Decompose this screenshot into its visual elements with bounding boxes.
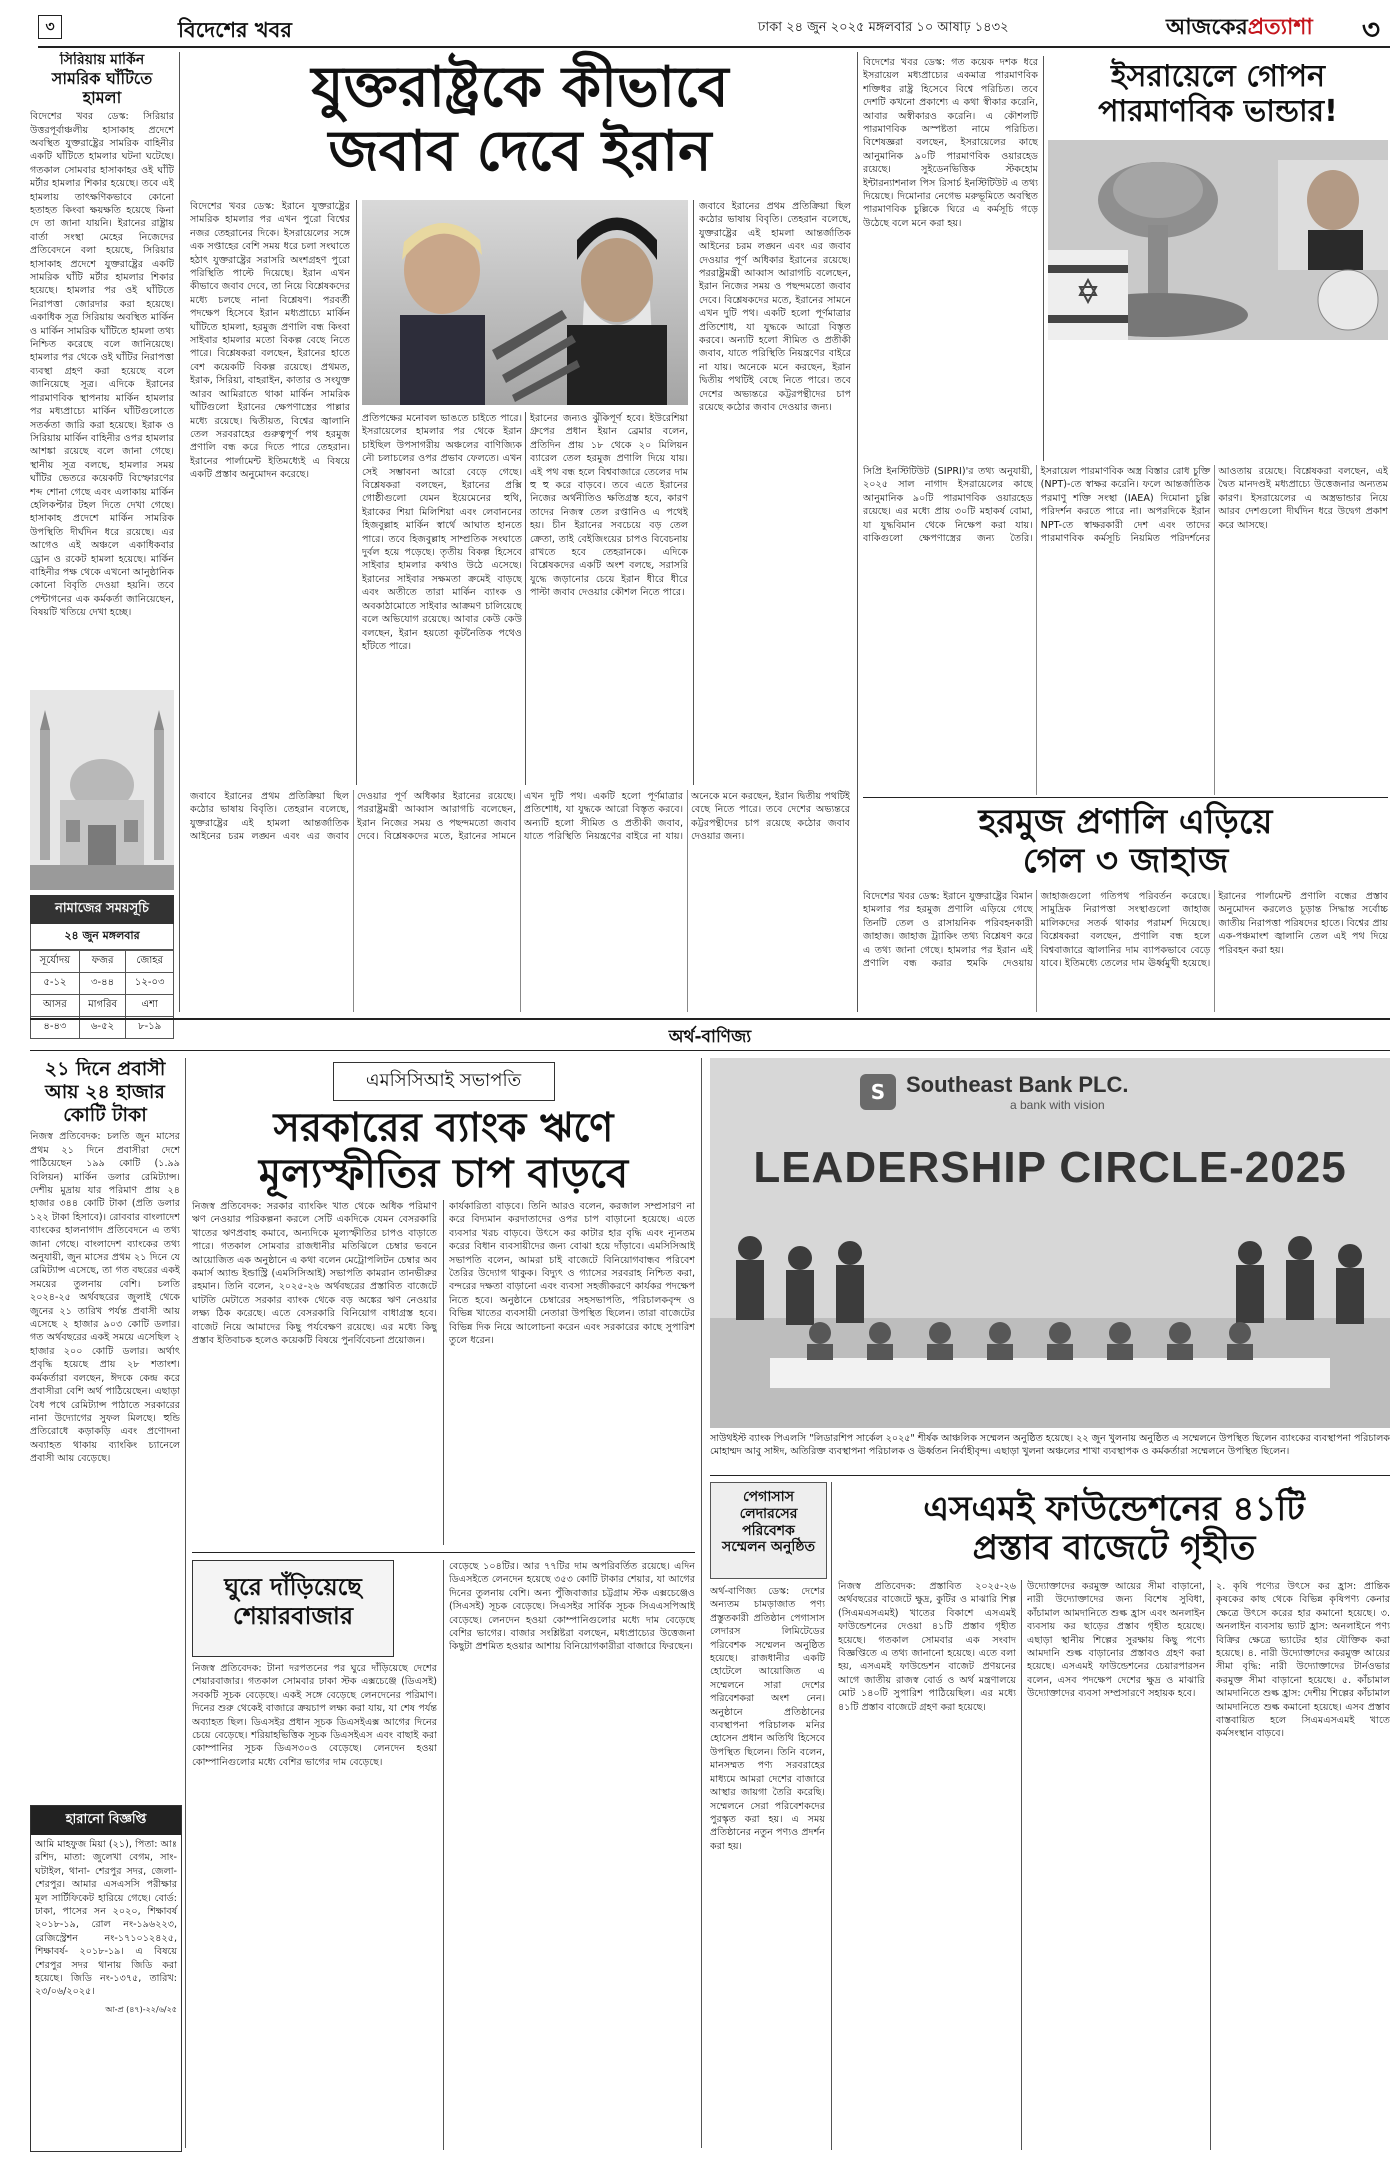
remittance-headline-1: ২১ দিনে প্রবাসী (44, 1058, 166, 1080)
southeast-banner: LEADERSHIP CIRCLE-2025 (753, 1143, 1347, 1192)
israel-headline (1048, 60, 1388, 129)
southeast-bottom-rule (710, 1475, 1390, 1476)
prayer-row (31, 973, 174, 995)
southeast-logo (860, 1072, 1340, 1116)
israel-photo (1048, 140, 1388, 340)
israel-bottom-body: সিপ্রি ইনস্টিটিউট (SIPRI)'র তথ্য অনুযায়ী, ২০২৫ সাল নাগাদ ইসরায়েলের কাছে আনুমানিক ৯০টি পারমাণবিক ওয়ারহেড রয়েছে। এর মধ্যে প্রায় ৩০টি মহাকর্ষ বোমা, যা যুদ্ধবিমান থেকে নিক্ষেপ করা যায়। বাকিগুলো ক্ষেপণাস্ত্রের জন্য তৈরি। ইসরায়েল পারমাণবিক অস্ত্র বিস্তার রোধ চুক্তি (NPT)-তে স্বাক্ষর করেনি। ফলে আন্তর্জাতিক পরমাণু শক্তি সংস্থা (IAEA) দিমোনা চুল্লি পরিদর্শন করতে পারে না। অপরদিকে ইরান NPT-তে স্বাক্ষরকারী দেশ এবং তাদের পারমাণবিক কর্মসূচি নিয়মিত পরিদর্শনের আওতায় রয়েছে। বিশ্লেষকরা বলছেন, এই দ্বৈত মানদণ্ডই মধ্যপ্রাচ্যে উত্তেজনার অন্যতম কারণ। ইসরায়েলের এ অস্ত্রভান্ডার নিয়ে আরব দেশগুলো দীর্ঘদিন ধরে উদ্বেগ প্রকাশ করে আসছে। (863, 466, 1388, 545)
divider-mcci (443, 1200, 444, 1545)
prayer-cell: আসর (31, 995, 80, 1017)
prayer-row (31, 951, 174, 973)
lost-notice-title: হারানো বিজ্ঞপ্তি (31, 1806, 181, 1835)
divider-syria (179, 52, 180, 1012)
share-market-col-1: নিজস্ব প্রতিবেদক: টানা দরপতনের পর ঘুরে দাঁড়িয়েছে দেশের শেয়ারবাজার। গতকাল সোমবার ঢাকা স্টক এক্সচেঞ্জে (ডিএসই) সবকটি সূচক বেড়েছে। একই সঙ্গে বেড়েছে লেনদেনের পরিমাণ। দিনের শুরু থেকেই বাজারে ক্রয়চাপ লক্ষ্য করা যায়, যা শেষ পর্যন্ত অব্যাহত ছিল। ডিএসইর প্রধান সূচক ডিএসইএক্স আগের দিনের চেয়ে বেড়েছে। শরিয়াহভিত্তিক সূচক ডিএসইএস এবং বাছাই করা কোম্পানির সূচক ডিএস৩০ও বেড়েছে। লেনদেন হওয়া কোম্পানিগুলোর মধ্যে বেশির ভাগের দাম বেড়েছে। (192, 1663, 437, 1768)
prayer-cell: ১২-০৩ (126, 973, 174, 995)
syria-body: বিদেশের খবর ডেস্ক: সিরিয়ার উত্তরপূর্বাঞ্চলীয় হাসাকাহ প্রদেশে অবস্থিত যুক্তরাষ্ট্রের সামরিক বাহিনীর একটি ঘাঁটিতে হামলার ঘটনা ঘটেছে। গতকাল সোমবার হাসাকাহর ওই ঘাঁটি মর্টার হামলার শিকার হয়েছে। তবে এই হামলায় তাৎক্ষণিকভাবে কোনো হতাহত কিংবা ক্ষয়ক্ষতি হয়েছে কিনা দে তা জানা যায়নি। ইরানের রাষ্ট্রায় বার্তা সংস্থা মেহের নিজেদের প্রতিবেদনে বলা হয়েছে, সিরিয়ার হাসাকাহ প্রদেশে যুক্তরাষ্ট্রের একটি সামরিক ঘাঁটি মর্টার হামলার শিকার হয়েছে। হামলার পর ওই ঘাঁটিতে নিরাপত্তা জোরদার করা হয়েছে। একাধিক সূত্র সিরিয়ায় অবস্থিত মার্কিন ও মার্কিন সামরিক ঘাঁটিতে হামলা তথ্য নিশ্চিত করেছে বলে জানিয়েছে। হামলার পর থেকে ওই ঘাঁটির নিরাপত্তা ব্যবস্থা গ্রহণ করা হয়েছে বলে জানিয়েছে সূত্র। এদিকে ইরানের পারমাণবিক স্থাপনায় মার্কিন হামলার পর মধ্যপ্রাচ্যে মার্কিন ঘাঁটিগুলোতে সতর্কতা জারি করা হয়েছে। ইরাক ও সিরিয়ায় মার্কিন বাহিনীর ওপর হামলার আশঙ্কা রয়েছে বলে জানা গেছে। স্থানীয় সূত্র বলছে, হামলার সময় ঘাঁটির ভেতরে কয়েকটি বিস্ফোরণের শব্দ শোনা গেছে এবং এলাকায় মার্কিন হেলিকপ্টার টহল দিতে দেখা গেছে। হাসাকাহ প্রদেশে মার্কিন সামরিক উপস্থিতি দীর্ঘদিন ধরে রয়েছে। এর আগেও এই অঞ্চলে একাধিকবার ড্রোন ও রকেট হামলা হয়েছে। মার্কিন বাহিনীর পক্ষ থেকে এখনো আনুষ্ঠানিক কোনো বিবৃতি দেওয়া হয়নি। তবে পেন্টাগনের এক কর্মকর্তা জানিয়েছেন, বিষয়টি খতিয়ে দেখা হচ্ছে। (30, 111, 174, 619)
mcci-headline-1: সরকারের ব্যাংক ঋণে (273, 1105, 614, 1151)
southeast-caption: সাউথইস্ট ব্যাংক পিএলসি "লিডারশিপ সার্কেল ২০২৫" শীর্ষক আঞ্চলিক সম্মেলন অনুষ্ঠিত হয়েছে। ২২ জুন খুলনায় অনুষ্ঠিত এ সম্মেলনে উপস্থিত ছিলেন ব্যাংকের ব্যবস্থাপনা পরিচালক মোহাম্মদ আবু সাঈদ, অতিরিক্ত ব্যবস্থাপনা পরিচালক ও ঊর্ধ্বতন নির্বাহীবৃন্দ। এছাড়া খুলনা অঞ্চলের শাখা ব্যবস্থাপক ও কর্মকর্তারা সম্মেলনে উপস্থিত ছিলেন। (710, 1433, 1390, 1457)
israel-photo-illustration (1048, 140, 1388, 340)
mosque-illustration (30, 690, 174, 890)
smef-col-3: ২. কৃষি পণ্যের উৎসে কর হ্রাস: প্রান্তিক কৃষকের কাছ থেকে বিভিন্ন কৃষিপণ্য কেনার ক্ষেত্রে উৎসে করের হার কমানো হয়েছে। ৩. অনলাইন ব্যবসায় ভ্যাট হ্রাস: অনলাইনে পণ্য বিক্রির ক্ষেত্রে ভ্যাটের হার যৌক্তিক করা হয়েছে। ৪. নারী উদ্যোক্তাদের করমুক্ত আয়ের সীমা বৃদ্ধি: নারী উদ্যোক্তাদের টার্নওভার করমুক্ত সীমা বাড়ানো হয়েছে। ৫. কাঁচামাল আমদানিতে শুল্ক হ্রাস: দেশীয় শিল্পের কাঁচামাল আমদানিতে শুল্ক কমানো হয়েছে। এসব প্রস্তাব বাস্তবায়িত হলে সিএমএসএমই খাতে কর্মসংস্থান বাড়বে। (1216, 1581, 1390, 1740)
mosque-image (30, 690, 174, 890)
business-bar-top (30, 1018, 1390, 1020)
israel-headline-2: পারমাণবিক ভান্ডার! (1098, 93, 1338, 129)
syria-headline-2: সামরিক ঘাঁটিতে হামলা (51, 68, 153, 107)
smef-headline-2: প্রস্তাব বাজেটে গৃহীত (972, 1528, 1256, 1569)
divider-iran-1 (356, 200, 357, 785)
prayer-cell: মাগরিব (79, 995, 126, 1017)
prayer-cell: ফজর (79, 951, 126, 973)
prayer-cell: ৪-৪৩ (31, 1017, 80, 1039)
business-section-label: অর্থ-বাণিজ্য (668, 1027, 752, 1047)
prayer-cell: ৮-১৯ (126, 1017, 174, 1039)
southeast-tagline: a bank with vision (1010, 1098, 1105, 1112)
mcci-article (192, 1062, 695, 1197)
pegasus-headline-1: পেগাসাস (743, 1489, 794, 1505)
iran-col-4: জবাবে ইরানের প্রথম প্রতিক্রিয়া ছিল কঠোর ভাষায় বিবৃতি। তেহরান বলেছে, যুক্তরাষ্ট্রের এই হামলা আন্তর্জাতিক আইনের চরম লঙ্ঘন এবং এর জবাব দেওয়ার পূর্ণ অধিকার ইরানের রয়েছে। পররাষ্ট্রমন্ত্রী আব্বাস আরাগচি বলেছেন, ইরান নিজের সময় ও পছন্দমতো জবাব দেবে। বিশ্লেষকদের মতে, ইরানের সামনে এখন দুটি পথ। একটি হলো পূর্ণমাত্রার প্রতিশোধ, যা যুদ্ধকে আরো বিস্তৃত করবে। অন্যটি হলো সীমিত ও প্রতীকী জবাব, যাতে পরিস্থিতি নিয়ন্ত্রণের বাইরে না যায়। অনেকে মনে করছেন, ইরান দ্বিতীয় পথটিই বেছে নিতে পারে। তবে দেশের অভ্যন্তরে কট্টরপন্থীদের চাপ রয়েছে কঠোর জবাব দেওয়ার জন্য। (699, 201, 851, 414)
southeast-logo-mark: S (860, 1074, 896, 1110)
page-number: ৩ (1361, 13, 1381, 46)
prayer-cell: ৫-১২ (31, 973, 80, 995)
page-left-marker: ৩ (38, 15, 62, 39)
divider-smef-1 (1021, 1580, 1022, 2150)
paper-logo (1166, 10, 1313, 47)
pegasus-headline-box (710, 1482, 827, 1579)
iran-headline (190, 56, 850, 185)
divider-iran-right (857, 52, 858, 1012)
pegasus-body: অর্থ-বাণিজ্য ডেস্ক: দেশের অন্যতম চামড়াজাত পণ্য প্রস্তুতকারী প্রতিষ্ঠান পেগাসাস লেদারস লিমিটেডের পরিবেশক সম্মেলন অনুষ্ঠিত হয়েছে। রাজধানীর একটি হোটেলে আয়োজিত এ সম্মেলনে সারা দেশের পরিবেশকরা অংশ নেন। অনুষ্ঠানে প্রতিষ্ঠানের ব্যবস্থাপনা পরিচালক মনির হোসেন প্রধান অতিথি হিসেবে উপস্থিত ছিলেন। তিনি বলেন, মানসম্মত পণ্য সরবরাহের মাধ্যমে আমরা দেশের বাজারে আস্থার জায়গা তৈরি করেছি। সম্মেলনে সেরা পরিবেশকদের পুরস্কৃত করা হয়। এ সময় প্রতিষ্ঠানের নতুন পণ্যও প্রদর্শন করা হয়। (710, 1586, 825, 1852)
lost-notice-footer: আ-প্র (৪৭)-২২/৬/২৫ (105, 2004, 177, 2014)
mcci-headline-2: মূল্যস্ফীতির চাপ বাড়বে (258, 1151, 629, 1197)
smef-headline (838, 1490, 1390, 1568)
business-bar-bottom (30, 1050, 1390, 1051)
pegasus-headline-3: পরিবেশক (742, 1522, 795, 1539)
prayer-row (31, 995, 174, 1017)
masthead (38, 10, 1390, 44)
prayer-cell: জোহর (126, 951, 174, 973)
prayer-date: ২৪ জুন মঙ্গলবার (30, 924, 174, 950)
divider-iran-3 (693, 200, 694, 785)
divider-iran-2 (525, 412, 526, 785)
iran-col-2: প্রতিপক্ষের মনোবল ভাঙতে চাইতে পারে। ইসরায়েলের হামলার পর থেকে ইরান চাইছিল উপসাগরীয় অঞ্চলের বাণিজ্যিক নৌ চলাচলের ওপর প্রভাব ফেলতে। এখন সেই সম্ভাবনা আরো বেড়ে গেছে। বিশ্লেষকরা বলছেন, ইরানের প্রক্সি গোষ্ঠীগুলো যেমন ইয়েমেনের হুথি, ইরাকের শিয়া মিলিশিয়া এবং লেবাননের হিজবুল্লাহ মার্কিন স্বার্থে আঘাত হানতে পারে। তবে হিজবুল্লাহ সাম্প্রতিক সংঘাতে দুর্বল হয়ে পড়েছে। তৃতীয় বিকল্প হিসেবে সাইবার হামলার কথাও উঠে এসেছে। ইরানের সাইবার সক্ষমতা ক্রমেই বাড়ছে এবং অতীতে তারা মার্কিন ব্যাংক ও অবকাঠামোতে সাইবার আক্রমণ চালিয়েছে বলে অভিযোগ রয়েছে। আবার কেউ কেউ বলছেন, ইরান হয়তো কূটনৈতিক পথেও হাঁটতে পারে। (362, 413, 522, 652)
smef-headline-1: এসএমই ফাউন্ডেশনের ৪১টি (923, 1489, 1305, 1529)
divider-mcci-right (701, 1058, 702, 2148)
divider-smef-2 (1210, 1580, 1211, 2150)
divider-share (443, 1560, 444, 2150)
syria-headline-1: সিরিয়ায় মার্কিন (59, 52, 145, 68)
divider-israel (1043, 56, 1044, 461)
iran-headline-2: জবাব দেবে ইরান (328, 119, 712, 185)
prayer-cell: ৩-৪৪ (79, 973, 126, 995)
remittance-article (30, 1058, 180, 1798)
share-market-headline-1: ঘুরে দাঁড়িয়েছে (224, 1573, 362, 1601)
israel-headline-1: ইসরায়েলে গোপন (1110, 59, 1325, 94)
southeast-photo (710, 1058, 1390, 1428)
smef-col-2: উদ্যোক্তাদের করমুক্ত আয়ের সীমা বাড়ানো, নারী উদ্যোক্তাদের জন্য বিশেষ সুবিধা, কাঁচামাল আমদানিতে শুল্ক হ্রাস এবং অনলাইন ব্যবসায় কর ছাড়ের প্রস্তাব গৃহীত হয়েছে। এছাড়া স্থানীয় শিল্পের সুরক্ষায় কিছু পণ্যে আমদানি শুল্ক বাড়ানোর প্রস্তাবও গ্রহণ করা হয়েছে। এসএমই ফাউন্ডেশনের চেয়ারপারসন বলেন, এসব পদক্ষেপ দেশের ক্ষুদ্র ও মাঝারি উদ্যোক্তাদের ব্যবসা সম্প্রসারণে সহায়ক হবে। (1027, 1581, 1205, 1700)
hormuz-body: বিদেশের খবর ডেস্ক: ইরানে যুক্তরাষ্ট্রের বিমান হামলার পর হরমুজ প্রণালি এড়িয়ে গেছে তিনটি তেল ও রাসায়নিক পরিবহনকারী জাহাজ। জাহাজ ট্র্যাকিং তথ্য বিশ্লেষণ করে এ তথ্য জানা গেছে। হামলার পর ইরান এই প্রণালি বন্ধ করার হুমকি দেওয়ায় জাহাজগুলো গতিপথ পরিবর্তন করেছে। সামুদ্রিক নিরাপত্তা সংস্থাগুলো জাহাজ মালিকদের সতর্ক থাকার পরামর্শ দিয়েছে। বিশ্লেষকরা বলছেন, প্রণালি বন্ধ হলে বিশ্ববাজারে জ্বালানির দাম ব্যাপকভাবে বেড়ে যাবে। ইতিমধ্যে তেলের দাম ঊর্ধ্বমুখী হয়েছে। ইরানের পার্লামেন্ট প্রণালি বন্ধের প্রস্তাব অনুমোদন করলেও চূড়ান্ত সিদ্ধান্ত সর্বোচ্চ জাতীয় নিরাপত্তা পরিষদের হাতে। বিশ্বের প্রায় এক-পঞ্চমাংশ জ্বালানি তেল এই পথ দিয়ে পরিবহন করা হয়। (863, 891, 1388, 970)
iran-col-1: বিদেশের খবর ডেস্ক: ইরানে যুক্তরাষ্ট্রের সামরিক হামলার পর এখন পুরো বিশ্বের নজর তেহরানের দিকে। ইসরায়েলের সঙ্গে এক সপ্তাহের বেশি সময় ধরে চলা সংঘাতে হঠাৎ যুক্তরাষ্ট্রের সরাসরি অংশগ্রহণ পুরো পরিস্থিতি পাল্টে দিয়েছে। ইরান এখন কীভাবে জবাব দেবে, তা নিয়ে বিশ্লেষকদের মধ্যে চলছে নানা বিশ্লেষণ। পরবর্তী পদক্ষেপ হিসেবে ইরান মধ্যপ্রাচ্যে মার্কিন ঘাঁটিতে হামলা, হরমুজ প্রণালি বন্ধ কিংবা সাইবার হামলার মতো বিকল্প বেছে নিতে পারে। বিশ্লেষকরা বলছেন, ইরানের হাতে বেশ কয়েকটি বিকল্প রয়েছে। প্রথমত, ইরাক, সিরিয়া, বাহরাইন, কাতার ও সংযুক্ত আরব আমিরাতে থাকা মার্কিন সামরিক ঘাঁটিগুলো ইরানের ক্ষেপণাস্ত্রের পাল্লার মধ্যে রয়েছে। দ্বিতীয়ত, বিশ্বের জ্বালানি তেল সরবরাহের গুরুত্বপূর্ণ পথ হরমুজ প্রণালি বন্ধ করে দিতে পারে তেহরান। ইরানের পার্লামেন্ট ইতিমধ্যেই এ বিষয়ে একটি প্রস্তাব অনুমোদন করেছে। (190, 201, 350, 481)
prayer-cell: সূর্যোদয় (31, 951, 80, 973)
share-market-headline-2: শেয়ারবাজার (232, 1601, 354, 1630)
remittance-body: নিজস্ব প্রতিবেদক: চলতি জুন মাসের প্রথম ২১ দিনে প্রবাসীরা দেশে পাঠিয়েছেন ১৯৯ কোটি (১.৯৯ বিলিয়ন) মার্কিন ডলার রেমিট্যান্স। দেশীয় মুদ্রায় যার পরিমাণ প্রায় ২৪ হাজার ৩৪৪ কোটি টাকা (প্রতি ডলার ১২২ টাকা হিসাবে)। রোববার বাংলাদেশ ব্যাংকের হালনাগাদ প্রতিবেদনে এ তথ্য জানা গেছে। বাংলাদেশ ব্যাংকের তথ্য অনুযায়ী, জুন মাসের প্রথম ২১ দিনে যে রেমিট্যান্স এসেছে, তা গত বছরের একই সময়ের তুলনায় বেশি। চলতি ২০২৪-২৫ অর্থবছরের জুলাই থেকে জুনের ২১ তারিখ পর্যন্ত প্রবাসী আয় এসেছে ২ হাজার ৯০৩ কোটি ডলার। গত অর্থবছরের একই সময়ে এসেছিল ২ হাজার ২০০ কোটি ডলার। অর্থাৎ প্রবৃদ্ধি হয়েছে প্রায় ২৮ শতাংশ। কর্মকর্তারা বলছেন, ঈদকে কেন্দ্র করে প্রবাসীরা বেশি অর্থ পাঠিয়েছেন। এছাড়া বৈধ পথে রেমিট্যান্স পাঠাতে সরকারের নানা উদ্যোগের সুফল মিলছে। হুন্ডি প্রতিরোধে কড়াকড়ি এবং প্রণোদনা অব্যাহত থাকায় ব্যাংকিং চ্যানেলে প্রবাসী আয় বেড়েছে। (30, 1131, 180, 1465)
remittance-headline-2: আয় ২৪ হাজার (45, 1080, 165, 1103)
prayer-times-box (30, 895, 174, 1032)
paper-name-part2: প্রত্যাশা (1247, 15, 1313, 40)
lost-notice (30, 1805, 182, 2152)
pegasus-headline-4: সম্মেলন অনুষ্ঠিত (721, 1539, 816, 1556)
smef-col-1: নিজস্ব প্রতিবেদক: প্রস্তাবিত ২০২৫-২৬ অর্থবছরের বাজেটে ক্ষুদ্র, কুটির ও মাঝারি শিল্প (সিএমএসএমই) খাতের বিকাশে এসএমই ফাউন্ডেশনের দেওয়া ৪১টি প্রস্তাব গৃহীত হয়েছে। গতকাল সোমবার এক সংবাদ বিজ্ঞপ্তিতে এ তথ্য জানানো হয়েছে। এতে বলা হয়, এসএমই ফাউন্ডেশন বাজেট প্রণয়নের আগে জাতীয় রাজস্ব বোর্ড ও অর্থ মন্ত্রণালয়ে মোট ১৪০টি সুপারিশ পাঠিয়েছিল। এর মধ্যে ৪১টি প্রস্তাব বাজেটে গ্রহণ করা হয়েছে। (838, 1581, 1016, 1713)
dateline: ঢাকা ২৪ জুন ২০২৫ মঙ্গলবার ১০ আষাঢ় ১৪৩২ (758, 20, 1009, 35)
iran-photo (362, 200, 688, 405)
prayer-cell: এশা (126, 995, 174, 1017)
hormuz-top-rule (863, 797, 1388, 798)
remittance-headline-3: কোটি টাকা (63, 1103, 147, 1126)
iran-headline-1: যুক্তরাষ্ট্রকে কীভাবে (311, 55, 729, 120)
syria-article (30, 52, 174, 680)
israel-top-body: বিদেশের খবর ডেস্ক: গত কয়েক দশক ধরে ইসরায়েল মধ্যপ্রাচ্যের একমাত্র পারমাণবিক শক্তিধর রাষ্ট্র হিসেবে বিশ্বে পরিচিত। তবে দেশটি কখনো প্রকাশ্যে এ কথা স্বীকার করেনি, আবার অস্বীকারও করেনি। এ কৌশলটি পারমাণবিক অস্পষ্টতা নামে পরিচিত। বিশেষজ্ঞরা বলছেন, ইসরায়েলের কাছে আনুমানিক ৯০টি পারমাণবিক ওয়ারহেড রয়েছে। সুইডেনভিত্তিক স্টকহোম ইন্টারন্যাশনাল পিস রিসার্চ ইনস্টিটিউট এ তথ্য দিয়েছে। দিমোনার নেগেভ মরুভূমিতে অবস্থিত পারমাণবিক চুল্লিকে ঘিরে এ কর্মসূচি গড়ে উঠেছে বলে মনে করা হয়। (863, 57, 1038, 229)
prayer-cell: ৬-৫২ (79, 1017, 126, 1039)
southeast-logo-text: Southeast Bank PLC. (906, 1072, 1129, 1097)
mcci-col-2: কার্যকারিতা বাড়বে। তিনি আরও বলেন, করজাল সম্প্রসারণ না করে বিদ্যমান করদাতাদের ওপর চাপ বাড়ানো হয়েছে। এতে ব্যবসার খরচ বাড়বে। উৎসে কর কাটার হার বৃদ্ধি এবং ন্যূনতম করের বিধান ব্যবসায়ীদের জন্য বোঝা হয়ে দাঁড়াবে। এমসিসিআই সভাপতি বলেন, আমরা চাই বাজেটে বিনিয়োগবান্ধব পরিবেশ তৈরির উদ্যোগ থাকুক। বিদ্যুৎ ও গ্যাসের সরবরাহ নিশ্চিত করা, বন্দরের দক্ষতা বাড়ানো এবং ব্যবসা সহজীকরণে কার্যকর পদক্ষেপ নিতে হবে। অনুষ্ঠানে চেম্বারের সহসভাপতি, পরিচালকবৃন্দ ও বিভিন্ন খাতের ব্যবসায়ী নেতারা উপস্থিত ছিলেন। তারা বাজেটের বিভিন্ন দিক নিয়ে আলোচনা করেন এবং সরকারের কাছে সুপারিশ তুলে ধরেন। (449, 1201, 695, 1347)
masthead-rule (38, 46, 1390, 48)
iran-col-3: ইরানের জন্যও ঝুঁকিপূর্ণ হবে। ইউরেশিয়া গ্রুপের প্রধান ইয়ান ব্রেমার বলেন, প্রতিদিন প্রায় ১৮ থেকে ২০ মিলিয়ন ব্যারেল তেল হরমুজ প্রণালি দিয়ে যায়। এই পথ বন্ধ হলে বিশ্ববাজারে তেলের দাম হু হু করে বাড়বে। তবে এতে ইরানের নিজের অর্থনীতিও ক্ষতিগ্রস্ত হবে, কারণ তাদের নিজস্ব তেল রপ্তানিও এ পথেই হয়। চীন ইরানের সবচেয়ে বড় তেল ক্রেতা, তাই বেইজিংয়ের চাপও বিবেচনায় রাখতে হবে তেহরানকে। এদিকে বিশ্লেষকদের একটি অংশ বলছে, সরাসরি যুদ্ধে জড়ানোর চেয়ে ইরান ধীরে ধীরে পাল্টা জবাব দেওয়ার কৌশল নিতে পারে। (530, 413, 688, 599)
divider-pegasus (831, 1482, 832, 2150)
section-title: বিদেশের খবর (178, 18, 292, 42)
mcci-kicker: এমসিসিআই সভাপতি (333, 1062, 555, 1101)
share-market-col-2: বেড়েছে ১০৪টির। আর ৭৭টির দাম অপরিবর্তিত রয়েছে। এদিন ডিএসইতে লেনদেন হয়েছে ৩৫৩ কোটি টাকার শেয়ার, যা আগের দিনের তুলনায় বেশি। অন্য পুঁজিবাজার চট্টগ্রাম স্টক এক্সচেঞ্জেও (সিএসই) সূচক বেড়েছে। সিএসইর সার্বিক সূচক সিএএসপিআই বেড়েছে। লেনদেন হওয়া কোম্পানিগুলোর মধ্যে দাম বেড়েছে বেশির ভাগের। বাজার সংশ্লিষ্টরা বলছেন, মধ্যপ্রাচ্যের উত্তেজনা কিছুটা প্রশমিত হওয়ার আশায় বিনিয়োগকারীরা বাজারে ফিরছেন। (449, 1561, 695, 1653)
prayer-title: নামাজের সময়সূচি (30, 895, 174, 924)
share-market-top-rule (192, 1552, 695, 1553)
mcci-col-1: নিজস্ব প্রতিবেদক: সরকার ব্যাংকিং খাত থেকে অধিক পরিমাণ ঋণ নেওয়ার পরিকল্পনা করলে সেটি একদিকে যেমন বেসরকারি খাতের ঋণপ্রবাহ কমাবে, অন্যদিকে মূল্যস্ফীতির চাপও বাড়াতে পারে। গতকাল সোমবার রাজধানীর মতিঝিলে চেম্বার ভবনে আয়োজিত এক অনুষ্ঠানে এ কথা বলেন মেট্রোপলিটন চেম্বার অব কমার্স অ্যান্ড ইন্ডাস্ট্রি (এমসিসিআই) সভাপতি কামরান তানভীরুর রহমান। তিনি বলেন, ২০২৫-২৬ অর্থবছরের প্রস্তাবিত বাজেটে ঘাটতি মেটাতে সরকার ব্যাংক থেকে বড় অঙ্কের ঋণ নেওয়ার লক্ষ্য ঠিক করেছে। এতে বেসরকারি বিনিয়োগ বাধাগ্রস্ত হবে। বাজেট নিয়ে আমাদের কিছু পর্যবেক্ষণ রয়েছে। এর মধ্যে কিছু প্রস্তাব ইতিবাচক হলেও কয়েকটি বিষয়ে পুনর্বিবেচনা প্রয়োজন। (192, 1201, 437, 1347)
divider-remittance (185, 1058, 186, 2148)
share-market-headline-box (192, 1560, 394, 1657)
iran-photo-illustration (362, 200, 688, 405)
hormuz-headline (863, 803, 1388, 881)
iran-bottom-body: জবাবে ইরানের প্রথম প্রতিক্রিয়া ছিল কঠোর ভাষায় বিবৃতি। তেহরান বলেছে, যুক্তরাষ্ট্রের এই হামলা আন্তর্জাতিক আইনের চরম লঙ্ঘন এবং এর জবাব দেওয়ার পূর্ণ অধিকার ইরানের রয়েছে। পররাষ্ট্রমন্ত্রী আব্বাস আরাগচি বলেছেন, ইরান নিজের সময় ও পছন্দমতো জবাব দেবে। বিশ্লেষকদের মতে, ইরানের সামনে এখন দুটি পথ। একটি হলো পূর্ণমাত্রার প্রতিশোধ, যা যুদ্ধকে আরো বিস্তৃত করবে। অন্যটি হলো সীমিত ও প্রতীকী জবাব, যাতে পরিস্থিতি নিয়ন্ত্রণের বাইরে না যায়। অনেকে মনে করছেন, ইরান দ্বিতীয় পথটিই বেছে নিতে পারে। তবে দেশের অভ্যন্তরে কট্টরপন্থীদের চাপ রয়েছে কঠোর জবাব দেওয়ার জন্য। (190, 791, 850, 843)
hormuz-headline-1: হরমুজ প্রণালি এড়িয়ে (978, 802, 1273, 842)
pegasus-headline-2: লেদারসের (739, 1505, 798, 1522)
hormuz-headline-2: গেল ৩ জাহাজ (1022, 841, 1229, 882)
paper-name-part1: আজকের (1166, 15, 1248, 40)
southeast-audience-illustration (710, 1208, 1390, 1428)
lost-notice-body: আমি মাহফুজ মিয়া (২১), পিতা: আঃ রশিদ, মাতা: জুলেখা বেগম, সাং- ঘটাইল, থানা- শেরপুর সদর, জেলা- শেরপুর। আমার এসএসসি পরীক্ষার মূল সার্টিফিকেট হারিয়ে গেছে। বোর্ড: ঢাকা, পাসের সন ২০২০, শিক্ষাবর্ষ ২০১৮-১৯, রোল নং-১৯৬২২৩, রেজিস্ট্রেশন নং-১৭১০১২৪২৫, শিক্ষাবর্ষ- ২০১৮-১৯। এ বিষয়ে শেরপুর সদর থানায় জিডি করা হয়েছে। জিডি নং-১৩৭৫, তারিখ: ২৩/০৬/২০২৫। (35, 1839, 177, 1998)
